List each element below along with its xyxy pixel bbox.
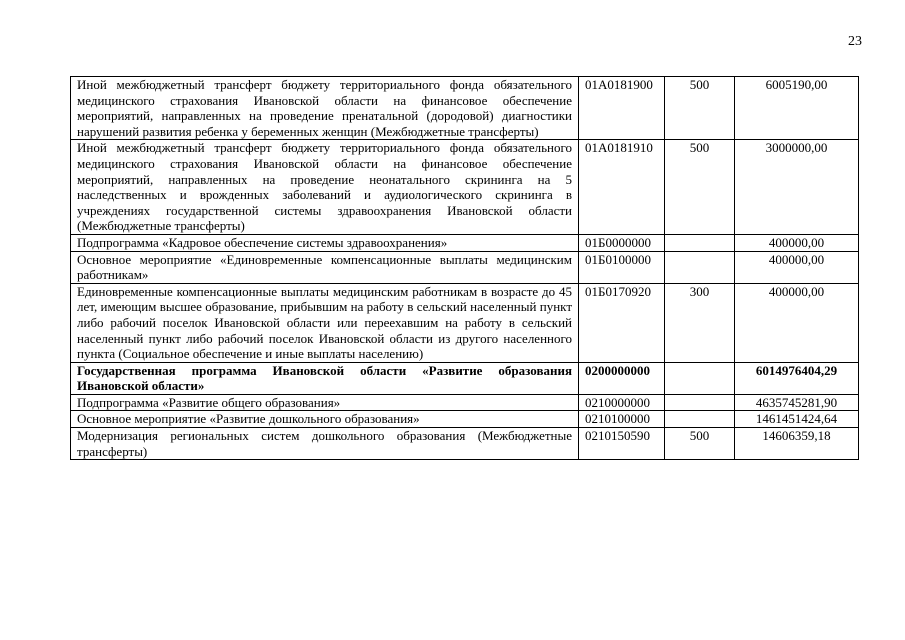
row-name: Подпрограмма «Развитие общего образования» (71, 394, 579, 411)
row-amount: 14606359,18 (735, 428, 859, 460)
row-amount: 400000,00 (735, 251, 859, 283)
row-target-code: 0210000000 (579, 394, 665, 411)
row-amount: 3000000,00 (735, 140, 859, 235)
row-expense-type (665, 394, 735, 411)
row-expense-type: 300 (665, 283, 735, 362)
row-target-code: 01А0181910 (579, 140, 665, 235)
row-amount: 4635745281,90 (735, 394, 859, 411)
row-name: Основное мероприятие «Единовременные компенсационные выплаты медицинским работникам» (71, 251, 579, 283)
row-name: Иной межбюджетный трансферт бюджету территориального фонда обязательного медицинского страхования Ивановской области на финансовое обеспечение мероприятий, направленных на проведение неонатального скрининга на 5 наследственных и врожденных заболеваний и аудиологического скрининга в учреждениях государственной системы здравоохранения Ивановской области (Межбюджетные трансферты) (71, 140, 579, 235)
row-target-code: 01Б0100000 (579, 251, 665, 283)
row-amount: 400000,00 (735, 283, 859, 362)
table-row (71, 77, 859, 140)
table-row (71, 283, 859, 362)
row-name: Модернизация региональных систем дошкольного образования (Межбюджетные трансферты) (71, 428, 579, 460)
table-row (71, 362, 859, 394)
row-amount: 1461451424,64 (735, 411, 859, 428)
row-amount: 400000,00 (735, 234, 859, 251)
row-name: Основное мероприятие «Развитие дошкольного образования» (71, 411, 579, 428)
row-name: Государственная программа Ивановской области «Развитие образования Ивановской области» (71, 362, 579, 394)
row-target-code: 01Б0000000 (579, 234, 665, 251)
row-target-code: 01А0181900 (579, 77, 665, 140)
row-expense-type (665, 411, 735, 428)
table-row (71, 411, 859, 428)
row-expense-type (665, 251, 735, 283)
page-number: 23 (848, 34, 862, 49)
table-row (71, 251, 859, 283)
row-amount: 6014976404,29 (735, 362, 859, 394)
row-name: Иной межбюджетный трансферт бюджету территориального фонда обязательного медицинского страхования Ивановской области на финансовое обеспечение мероприятий, направленных на проведение пренатальной (дородовой) диагностики нарушений развития ребенка у беременных женщин (Межбюджетные трансферты) (71, 77, 579, 140)
row-target-code: 0200000000 (579, 362, 665, 394)
table-row (71, 234, 859, 251)
row-name: Единовременные компенсационные выплаты медицинским работникам в возрасте до 45 лет, имеющим высшее образование, прибывшим на работу в сельский населенный пункт либо рабочий поселок Ивановской области или переехавшим на работу в сельский населенный пункт либо рабочий поселок Ивановской области из другого населенного пункта (Социальное обеспечение и иные выплаты населению) (71, 283, 579, 362)
row-amount: 6005190,00 (735, 77, 859, 140)
row-expense-type: 500 (665, 77, 735, 140)
row-target-code: 0210100000 (579, 411, 665, 428)
row-name: Подпрограмма «Кадровое обеспечение системы здравоохранения» (71, 234, 579, 251)
row-expense-type: 500 (665, 428, 735, 460)
row-expense-type (665, 234, 735, 251)
row-target-code: 0210150590 (579, 428, 665, 460)
row-expense-type (665, 362, 735, 394)
budget-table (70, 76, 859, 460)
row-expense-type: 500 (665, 140, 735, 235)
table-row (71, 428, 859, 460)
row-target-code: 01Б0170920 (579, 283, 665, 362)
table-row (71, 394, 859, 411)
table-row (71, 140, 859, 235)
